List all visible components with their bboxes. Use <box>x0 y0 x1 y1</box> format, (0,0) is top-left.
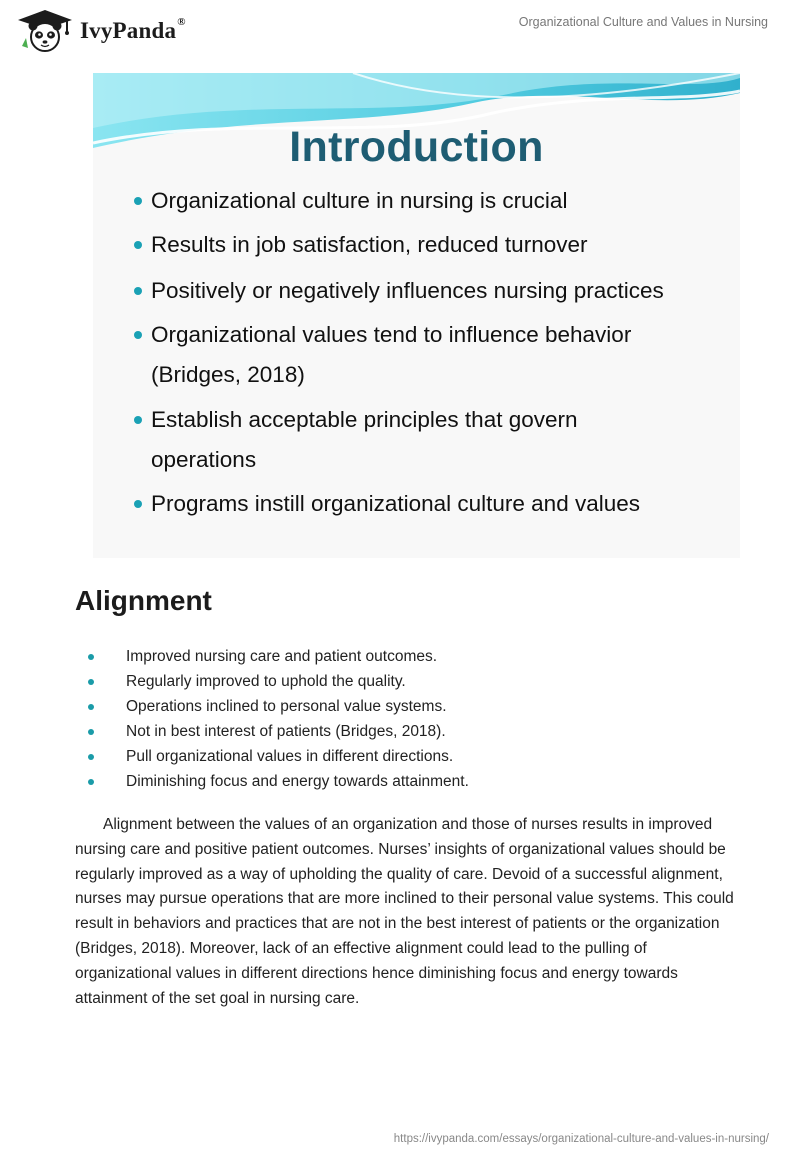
list-item: Regularly improved to uphold the quality. <box>88 671 748 696</box>
introduction-slide-image <box>93 73 740 558</box>
list-item: Pull organizational values in different directions. <box>88 746 748 771</box>
bullet-icon <box>88 679 94 685</box>
slide-list-item: Organizational culture in nursing is crucial <box>151 181 711 221</box>
page-header <box>0 0 800 60</box>
document-title: Organizational Culture and Values in Nursing <box>518 15 768 29</box>
slide-list-item: Programs instill organizational culture and values <box>151 484 711 524</box>
slide-list-item: Results in job satisfaction, reduced turnover <box>151 225 711 265</box>
bullet-icon <box>88 754 94 760</box>
slide-list-item: Positively or negatively influences nursing practices <box>151 271 711 311</box>
slide-title: Introduction <box>289 123 544 171</box>
source-url[interactable]: https://ivypanda.com/essays/organizational-culture-and-values-in-nursing/ <box>393 1133 769 1145</box>
alignment-bullet-list <box>88 646 748 796</box>
list-item: Improved nursing care and patient outcomes. <box>88 646 748 671</box>
bullet-icon <box>88 654 94 660</box>
slide-list-item: Establish acceptable principles that govern operations <box>151 400 611 480</box>
body-paragraph: Alignment between the values of an organization and those of nurses results in improved nursing care and positive patient outcomes. Nurses’ insights of organizational values should be regularly improved as a way of upholding the quality of care. Devoid of a successful alignment, nurses may pursue operations that are more inclined to their personal value systems. This could result in behaviors and practices that are not in the best interest of patients or the organization (Bridges, 2018). Moreover, lack of an effective alignment could lead to the pulling of organizational values in different directions hence diminishing focus and energy towards attainment of the set goal in nursing care. <box>75 816 734 1007</box>
brand-name[interactable]: IvyPanda® <box>80 16 186 43</box>
list-item: Not in best interest of patients (Bridges, 2018). <box>88 721 748 746</box>
bullet-icon <box>134 500 142 508</box>
bullet-icon <box>134 241 142 249</box>
bullet-icon <box>88 729 94 735</box>
section-heading: Alignment <box>75 585 212 616</box>
bullet-icon <box>88 779 94 785</box>
bullet-icon <box>134 416 142 424</box>
bullet-icon <box>88 704 94 710</box>
bullet-icon <box>134 197 142 205</box>
bullet-icon <box>134 287 142 295</box>
list-item: Operations inclined to personal value systems. <box>88 696 748 721</box>
bullet-icon <box>134 331 142 339</box>
ivypanda-logo[interactable] <box>14 8 76 54</box>
list-item: Diminishing focus and energy towards attainment. <box>88 771 748 796</box>
slide-bullet-list <box>93 73 740 558</box>
slide-list-item: Organizational values tend to influence behavior (Bridges, 2018) <box>151 315 671 395</box>
